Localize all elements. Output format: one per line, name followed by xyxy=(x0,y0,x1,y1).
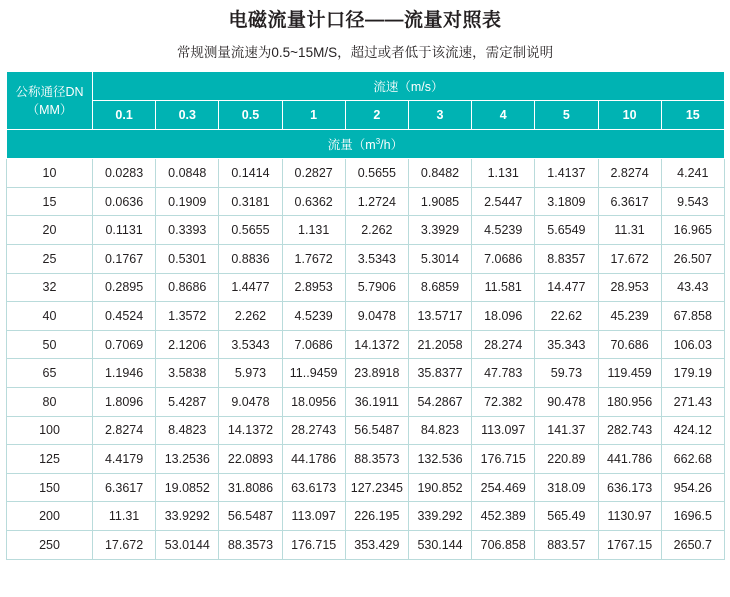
dn-cell: 200 xyxy=(7,502,93,531)
flow-cell: 424.12 xyxy=(661,416,724,445)
flow-unit-suffix: /h） xyxy=(380,138,404,153)
flow-cell: 1696.5 xyxy=(661,502,724,531)
flow-cell: 18.0956 xyxy=(282,387,345,416)
flow-cell: 565.49 xyxy=(535,502,598,531)
flow-cell: 63.6173 xyxy=(282,473,345,502)
flow-cell: 19.0852 xyxy=(156,473,219,502)
flow-cell: 1.4477 xyxy=(219,273,282,302)
flow-cell: 2650.7 xyxy=(661,530,724,559)
dn-cell: 125 xyxy=(7,445,93,474)
flow-cell: 54.2867 xyxy=(408,387,471,416)
flow-cell: 0.2895 xyxy=(93,273,156,302)
speed-value-header: 1 xyxy=(282,101,345,130)
table-head xyxy=(7,72,725,159)
flow-cell: 132.536 xyxy=(408,445,471,474)
table-row xyxy=(7,216,725,245)
dn-cell: 40 xyxy=(7,302,93,331)
flow-cell: 0.0848 xyxy=(156,159,219,188)
flow-cell: 0.1414 xyxy=(219,159,282,188)
flow-cell: 0.8836 xyxy=(219,245,282,274)
flow-cell: 530.144 xyxy=(408,530,471,559)
flow-cell: 0.1909 xyxy=(156,187,219,216)
dn-cell: 150 xyxy=(7,473,93,502)
flow-cell: 2.8274 xyxy=(93,416,156,445)
flow-cell: 26.507 xyxy=(661,245,724,274)
dn-cell: 20 xyxy=(7,216,93,245)
flow-cell: 17.672 xyxy=(598,245,661,274)
flow-cell: 113.097 xyxy=(282,502,345,531)
flow-cell: 8.4823 xyxy=(156,416,219,445)
flow-cell: 271.43 xyxy=(661,387,724,416)
flow-cell: 23.8918 xyxy=(345,359,408,388)
flow-cell: 14.477 xyxy=(535,273,598,302)
flow-cell: 84.823 xyxy=(408,416,471,445)
dn-cell: 65 xyxy=(7,359,93,388)
header-row-flow-unit xyxy=(7,130,725,159)
flow-cell: 8.8357 xyxy=(535,245,598,274)
flow-cell: 6.3617 xyxy=(93,473,156,502)
speed-value-header: 0.3 xyxy=(156,101,219,130)
flow-cell: 0.8686 xyxy=(156,273,219,302)
flow-cell: 1.131 xyxy=(472,159,535,188)
flow-cell: 4.5239 xyxy=(282,302,345,331)
flow-cell: 1.1946 xyxy=(93,359,156,388)
flow-cell: 180.956 xyxy=(598,387,661,416)
flow-cell: 56.5487 xyxy=(345,416,408,445)
flow-cell: 6.3617 xyxy=(598,187,661,216)
flow-cell: 1.8096 xyxy=(93,387,156,416)
flow-cell: 11..9459 xyxy=(282,359,345,388)
flow-cell: 636.173 xyxy=(598,473,661,502)
flow-cell: 0.3181 xyxy=(219,187,282,216)
dn-cell: 15 xyxy=(7,187,93,216)
table-row xyxy=(7,273,725,302)
flow-cell: 11.581 xyxy=(472,273,535,302)
flow-cell: 13.5717 xyxy=(408,302,471,331)
flow-cell: 14.1372 xyxy=(219,416,282,445)
flow-cell: 176.715 xyxy=(282,530,345,559)
flow-cell: 1.9085 xyxy=(408,187,471,216)
speed-value-header: 4 xyxy=(472,101,535,130)
header-row-speed-group xyxy=(7,72,725,101)
flow-cell: 3.5343 xyxy=(345,245,408,274)
table-row xyxy=(7,245,725,274)
flow-cell: 67.858 xyxy=(661,302,724,331)
flow-unit-header xyxy=(7,130,725,159)
flow-cell: 88.3573 xyxy=(219,530,282,559)
flow-cell: 0.0283 xyxy=(93,159,156,188)
flow-cell: 0.1767 xyxy=(93,245,156,274)
flow-cell: 44.1786 xyxy=(282,445,345,474)
speed-value-header: 10 xyxy=(598,101,661,130)
flow-cell: 226.195 xyxy=(345,502,408,531)
flow-cell: 72.382 xyxy=(472,387,535,416)
flow-cell: 441.786 xyxy=(598,445,661,474)
flow-cell: 16.965 xyxy=(661,216,724,245)
flow-cell: 28.274 xyxy=(472,330,535,359)
flow-cell: 1.131 xyxy=(282,216,345,245)
table-row xyxy=(7,302,725,331)
flow-cell: 2.262 xyxy=(345,216,408,245)
flow-cell: 8.6859 xyxy=(408,273,471,302)
flow-cell: 9.0478 xyxy=(345,302,408,331)
table-row xyxy=(7,473,725,502)
speed-value-header: 5 xyxy=(535,101,598,130)
flow-cell: 36.1911 xyxy=(345,387,408,416)
speed-value-header: 15 xyxy=(661,101,724,130)
flow-cell: 47.783 xyxy=(472,359,535,388)
flow-cell: 179.19 xyxy=(661,359,724,388)
dn-cell: 80 xyxy=(7,387,93,416)
flow-cell: 0.0636 xyxy=(93,187,156,216)
flow-cell: 1130.97 xyxy=(598,502,661,531)
flow-cell: 954.26 xyxy=(661,473,724,502)
flow-cell: 0.5655 xyxy=(219,216,282,245)
flow-cell: 339.292 xyxy=(408,502,471,531)
flow-cell: 17.672 xyxy=(93,530,156,559)
dn-header-cell xyxy=(7,72,93,130)
flow-cell: 1.7672 xyxy=(282,245,345,274)
flow-cell: 2.8274 xyxy=(598,159,661,188)
table-row xyxy=(7,159,725,188)
flow-cell: 141.37 xyxy=(535,416,598,445)
flow-cell: 190.852 xyxy=(408,473,471,502)
speed-value-header: 0.5 xyxy=(219,101,282,130)
flow-cell: 662.68 xyxy=(661,445,724,474)
dn-cell: 100 xyxy=(7,416,93,445)
flow-cell: 3.1809 xyxy=(535,187,598,216)
flow-cell: 0.8482 xyxy=(408,159,471,188)
flow-cell: 353.429 xyxy=(345,530,408,559)
flow-cell: 706.858 xyxy=(472,530,535,559)
dn-header-line1: 公称通径DN xyxy=(15,84,84,99)
dn-cell: 10 xyxy=(7,159,93,188)
flow-cell: 0.6362 xyxy=(282,187,345,216)
flow-cell: 113.097 xyxy=(472,416,535,445)
flow-cell: 0.5655 xyxy=(345,159,408,188)
flow-cell: 28.953 xyxy=(598,273,661,302)
table-row xyxy=(7,416,725,445)
flow-cell: 31.8086 xyxy=(219,473,282,502)
table-row xyxy=(7,187,725,216)
flow-cell: 45.239 xyxy=(598,302,661,331)
table-row xyxy=(7,387,725,416)
table-row xyxy=(7,530,725,559)
flow-cell: 2.262 xyxy=(219,302,282,331)
flow-cell: 33.9292 xyxy=(156,502,219,531)
flow-cell: 119.459 xyxy=(598,359,661,388)
flow-cell: 5.7906 xyxy=(345,273,408,302)
header-row-speed-values xyxy=(7,101,725,130)
flow-cell: 106.03 xyxy=(661,330,724,359)
flow-cell: 0.5301 xyxy=(156,245,219,274)
page-subtitle: 常规测量流速为0.5~15M/S，超过或者低于该流速，需定制说明 xyxy=(176,44,554,60)
flow-cell: 883.57 xyxy=(535,530,598,559)
flow-unit-prefix: 流量（m xyxy=(327,138,376,153)
flow-cell: 1.3572 xyxy=(156,302,219,331)
flow-cell: 53.0144 xyxy=(156,530,219,559)
flow-cell: 0.1131 xyxy=(93,216,156,245)
document-page xyxy=(0,9,730,560)
table-row xyxy=(7,330,725,359)
flow-cell: 11.31 xyxy=(598,216,661,245)
flow-cell: 0.2827 xyxy=(282,159,345,188)
flow-cell: 9.543 xyxy=(661,187,724,216)
speed-group-header: 流速（m/s） xyxy=(93,72,725,101)
flow-cell: 0.4524 xyxy=(93,302,156,331)
flow-cell: 4.241 xyxy=(661,159,724,188)
table-row xyxy=(7,502,725,531)
flow-cell: 11.31 xyxy=(93,502,156,531)
speed-value-header: 3 xyxy=(408,101,471,130)
flow-cell: 13.2536 xyxy=(156,445,219,474)
table-row xyxy=(7,445,725,474)
flow-cell: 2.8953 xyxy=(282,273,345,302)
flow-cell: 18.096 xyxy=(472,302,535,331)
flow-cell: 7.0686 xyxy=(282,330,345,359)
flow-cell: 3.5838 xyxy=(156,359,219,388)
flow-cell: 5.973 xyxy=(219,359,282,388)
flow-comparison-table xyxy=(6,71,725,559)
speed-value-header: 0.1 xyxy=(93,101,156,130)
flow-cell: 9.0478 xyxy=(219,387,282,416)
flow-cell: 452.389 xyxy=(472,502,535,531)
speed-value-header: 2 xyxy=(345,101,408,130)
flow-cell: 1767.15 xyxy=(598,530,661,559)
flow-cell: 5.6549 xyxy=(535,216,598,245)
flow-cell: 22.62 xyxy=(535,302,598,331)
flow-cell: 35.343 xyxy=(535,330,598,359)
flow-cell: 176.715 xyxy=(472,445,535,474)
flow-cell: 3.3929 xyxy=(408,216,471,245)
flow-cell: 5.3014 xyxy=(408,245,471,274)
flow-cell: 21.2058 xyxy=(408,330,471,359)
flow-cell: 43.43 xyxy=(661,273,724,302)
flow-cell: 14.1372 xyxy=(345,330,408,359)
flow-cell: 59.73 xyxy=(535,359,598,388)
dn-cell: 32 xyxy=(7,273,93,302)
flow-cell: 88.3573 xyxy=(345,445,408,474)
flow-cell: 318.09 xyxy=(535,473,598,502)
flow-cell: 22.0893 xyxy=(219,445,282,474)
flow-cell: 0.3393 xyxy=(156,216,219,245)
flow-cell: 5.4287 xyxy=(156,387,219,416)
dn-header-line2: （MM） xyxy=(26,102,73,117)
flow-cell: 70.686 xyxy=(598,330,661,359)
flow-cell: 0.7069 xyxy=(93,330,156,359)
flow-cell: 2.5447 xyxy=(472,187,535,216)
page-title: 电磁流量计口径——流量对照表 xyxy=(228,10,502,31)
flow-cell: 2.1206 xyxy=(156,330,219,359)
flow-cell: 90.478 xyxy=(535,387,598,416)
flow-cell: 220.89 xyxy=(535,445,598,474)
flow-cell: 56.5487 xyxy=(219,502,282,531)
flow-cell: 7.0686 xyxy=(472,245,535,274)
flow-cell: 127.2345 xyxy=(345,473,408,502)
flow-cell: 254.469 xyxy=(472,473,535,502)
flow-cell: 4.5239 xyxy=(472,216,535,245)
flow-cell: 282.743 xyxy=(598,416,661,445)
table-row xyxy=(7,359,725,388)
flow-cell: 3.5343 xyxy=(219,330,282,359)
flow-cell: 35.8377 xyxy=(408,359,471,388)
flow-cell: 4.4179 xyxy=(93,445,156,474)
flow-unit-sup: 3 xyxy=(375,137,381,147)
table-body xyxy=(7,159,725,559)
flow-cell: 28.2743 xyxy=(282,416,345,445)
flow-cell: 1.4137 xyxy=(535,159,598,188)
flow-cell: 1.2724 xyxy=(345,187,408,216)
dn-cell: 25 xyxy=(7,245,93,274)
dn-cell: 50 xyxy=(7,330,93,359)
dn-cell: 250 xyxy=(7,530,93,559)
